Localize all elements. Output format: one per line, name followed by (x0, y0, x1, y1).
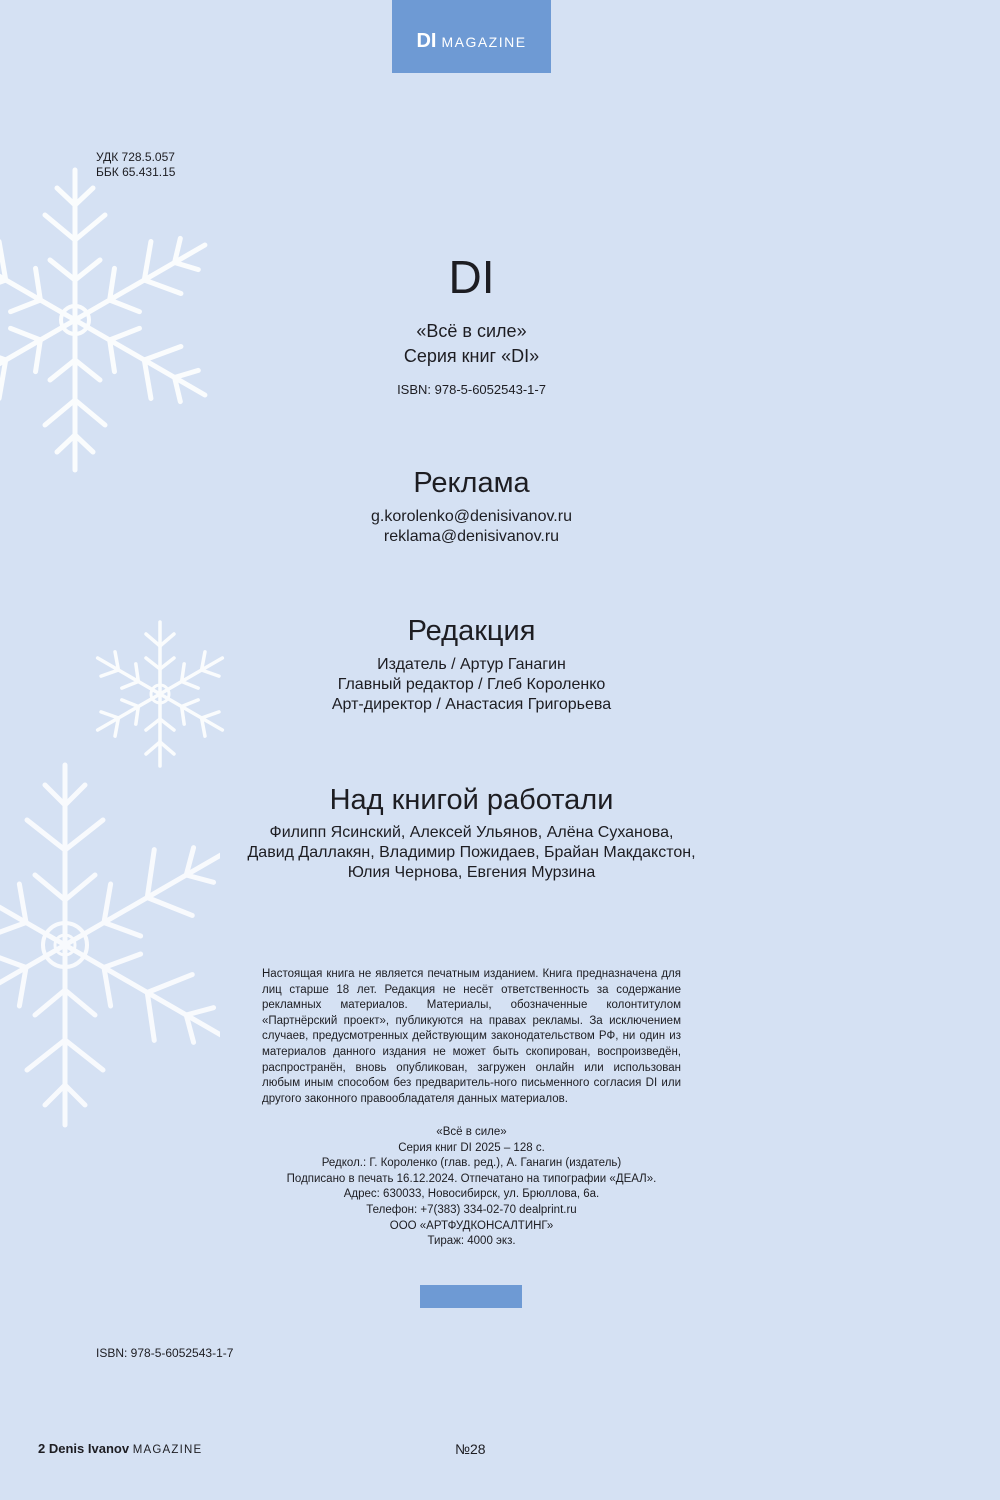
imprint-block (0, 1125, 943, 1250)
imprint-line: Подписано в печать 16.12.2024. Отпечатано на типографии «ДЕАЛ». (286, 1172, 657, 1185)
credits-line: Юлия Чернова, Евгения Мурзина (347, 864, 596, 881)
editorial-staff (0, 655, 943, 715)
footer-magazine: MAGAZINE (132, 1444, 203, 1456)
advertising-email: reklama@denisivanov.ru (383, 528, 560, 545)
advertising-email: g.korolenko@denisivanov.ru (371, 508, 572, 525)
udk-code: УДК 728.5.057 (96, 150, 175, 164)
editorial-line: Главный редактор / Глеб Короленко (337, 676, 606, 693)
imprint-line: ООО «АРТФУДКОНСАЛТИНГ» (389, 1219, 554, 1232)
header-brand-di: DI (416, 30, 437, 52)
credits-heading: Над книгой работали (329, 784, 614, 816)
footer-brand-name: Denis Ivanov (48, 1441, 130, 1456)
imprint-line: Адрес: 630033, Новосибирск, ул. Брюллова, 6а. (343, 1188, 600, 1201)
credits-list (0, 823, 943, 883)
book-title: DI (448, 251, 495, 303)
editorial-line: Арт-директор / Анастасия Григорьева (331, 696, 612, 713)
magazine-header-tab (392, 0, 551, 73)
imprint-line: Редкол.: Г. Короленко (глав. ред.), А. Ганагин (издатель) (321, 1157, 622, 1170)
advertising-heading: Реклама (413, 467, 530, 499)
credits-line: Давид Даллакян, Владимир Пожидаев, Брайан Макдакстон, (247, 844, 696, 861)
imprint-line: Серия книг DI 2025 – 128 с. (398, 1141, 545, 1154)
bbk-code: ББК 65.431.15 (96, 165, 176, 179)
issue-number: №28 (455, 1441, 486, 1457)
decorative-bar (420, 1285, 522, 1308)
footer-brand (38, 1441, 202, 1456)
book-subtitle: «Всё в силе» (416, 321, 527, 341)
imprint-line: Тираж: 4000 экз. (427, 1235, 516, 1248)
header-brand-magazine: MAGAZINE (441, 33, 527, 50)
editorial-heading: Редакция (407, 615, 536, 647)
imprint-line: Телефон: +7(383) 334-02-70 dealprint.ru (366, 1203, 577, 1216)
isbn-center: ISBN: 978-5-6052543-1-7 (397, 382, 546, 397)
advertising-contacts (0, 507, 943, 547)
page-number: 2 (38, 1441, 46, 1456)
editorial-line: Издатель / Артур Ганагин (377, 656, 566, 673)
isbn-bottom: ISBN: 978-5-6052543-1-7 (96, 1346, 234, 1360)
credits-line: Филипп Ясинский, Алексей Ульянов, Алёна Суханова, (269, 824, 674, 841)
book-series: Серия книг «DI» (403, 346, 540, 366)
legal-disclaimer: Настоящая книга не является печатным изданием. Книга предназначена для лиц старше 18 лет. Редакция не несёт ответственность за содержание рекламных материалов. Материалы, обозначенные колонтитулом «Партнёрский проект», публикуются на правах рекламы. За исключением случаев, предусмотренных действующим законодательством РФ, ни один из материалов данного издания не может быть скопирован, воспроизведён, распространён, вновь опубликован, загружен онлайн или использован любым иным способом без предваритель-ного письменного согласия DI или другого законного правообладателя данных материалов. (262, 968, 681, 1105)
snowflake-large-top-icon (0, 150, 210, 490)
imprint-line: «Всё в силе» (436, 1126, 507, 1138)
